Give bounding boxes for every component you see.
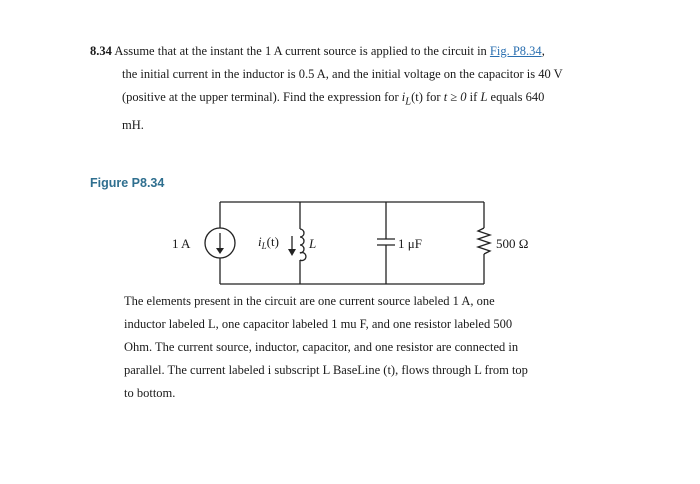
problem-condition: t ≥ 0: [443, 90, 467, 104]
inductor-current-label: $i_L(t)$: [258, 234, 279, 251]
problem-text-3d: equals 640: [487, 90, 545, 104]
problem-line-4: mH.: [122, 117, 144, 132]
problem-var-i: i: [401, 90, 406, 104]
inductor-label: L: [309, 236, 317, 251]
description-line-2: inductor labeled L, one capacitor labeled 1 mu F, and one resistor labeled 500: [124, 317, 513, 331]
problem-var-L: L: [480, 90, 488, 104]
problem-text-1: Assume that at the instant the 1 A current source is applied to the circuit in: [114, 44, 490, 58]
description-line-4: parallel. The current labeled i subscript L BaseLine (t), flows through L from top: [124, 363, 528, 377]
figure-description: [124, 290, 594, 405]
source-label: 1 A: [172, 236, 191, 251]
resistor-label: 500 Ω: [496, 236, 529, 251]
inductor-coil-icon: [300, 229, 306, 261]
source-arrow-head: [216, 248, 224, 254]
problem-text-3c: if: [466, 90, 481, 104]
description-line-1: The elements present in the circuit are one current source labeled 1 A, one: [124, 294, 495, 308]
inductor-current-arrow-head: [288, 249, 296, 256]
description-line-5: to bottom.: [124, 386, 176, 400]
description-line-3: Ohm. The current source, inductor, capacitor, and one resistor are connected in: [124, 340, 519, 354]
figure-label: Figure P8.34: [90, 176, 165, 190]
capacitor-label: 1 μF: [398, 236, 422, 251]
problem-var-sub: L: [405, 96, 412, 108]
problem-text-3b: (t) for: [411, 90, 444, 104]
resistor-zigzag-icon: [478, 228, 490, 254]
figure-link[interactable]: Fig. P8.34: [489, 44, 542, 58]
problem-text-1-end: ,: [541, 44, 545, 58]
problem-text-3a: (positive at the upper terminal). Find the expression for: [122, 90, 402, 104]
problem-number: 8.34: [90, 44, 112, 58]
problem-line-2: the initial current in the inductor is 0.5 A, and the initial voltage on the capacitor is 40 V: [122, 67, 563, 81]
